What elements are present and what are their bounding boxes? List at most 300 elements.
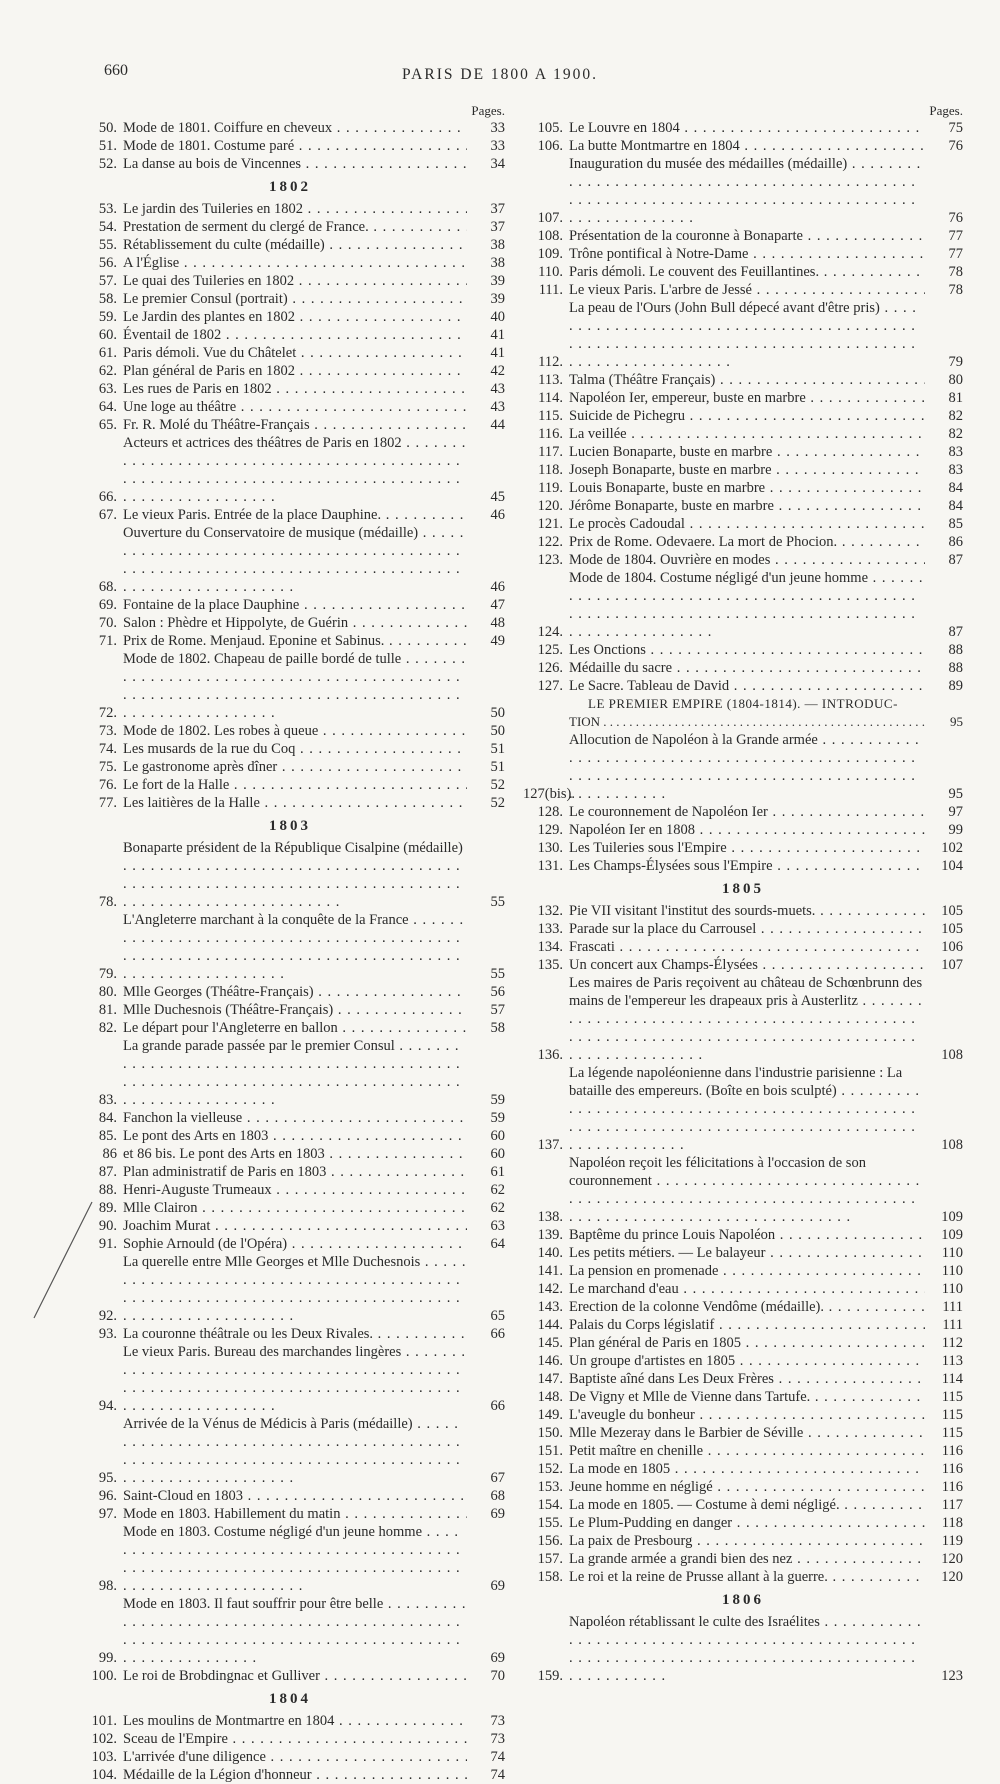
entry-title: Les Onctions . . . bbox=[569, 641, 925, 659]
toc-entry bbox=[75, 1325, 505, 1343]
entry-title: Petit maître en chenille . . . bbox=[569, 1442, 925, 1460]
entry-number: 134. bbox=[537, 939, 563, 955]
toc-entry bbox=[523, 461, 963, 479]
toc-entry bbox=[75, 650, 505, 722]
entry-page: 108 bbox=[941, 1047, 963, 1063]
toc-entry bbox=[523, 731, 963, 803]
entry-title: Mode en 1803. Costume négligé d'un jeune homme . . . bbox=[123, 1523, 467, 1595]
toc-entry bbox=[75, 254, 505, 272]
toc-entry bbox=[523, 245, 963, 263]
entry-page: 50 bbox=[490, 705, 505, 721]
toc-entry bbox=[523, 1532, 963, 1550]
entry-page: 57 bbox=[490, 1002, 505, 1018]
toc-entry bbox=[75, 1487, 505, 1505]
entry-title: Les moulins de Montmartre en 1804 . . . bbox=[123, 1712, 467, 1730]
toc-entry bbox=[75, 326, 505, 344]
entry-page: 52 bbox=[490, 795, 505, 811]
entry-page: 33 bbox=[490, 120, 505, 136]
entry-number: 50. bbox=[98, 120, 117, 136]
toc-entry bbox=[75, 1127, 505, 1145]
entry-page: 62 bbox=[490, 1182, 505, 1198]
entry-title: La peau de l'Ours (John Bull dépecé avant d'être pris) . . . bbox=[569, 299, 925, 371]
entry-title: Arrivée de la Vénus de Médicis à Paris (médaille) . . . bbox=[123, 1415, 467, 1487]
entry-title: Ouverture du Conservatoire de musique (médaille) . . . bbox=[123, 524, 467, 596]
toc-entry bbox=[523, 227, 963, 245]
entry-number: 76. bbox=[98, 777, 117, 793]
entry-title: Éventail de 1802 . . . bbox=[123, 326, 467, 344]
entry-number: 67. bbox=[98, 507, 117, 523]
toc-entry bbox=[523, 1280, 963, 1298]
entry-title: Frascati . . . bbox=[569, 938, 925, 956]
entry-number: 79. bbox=[98, 966, 117, 982]
toc-entry bbox=[75, 1199, 505, 1217]
page-number: 660 bbox=[104, 62, 128, 79]
entry-page: 106 bbox=[941, 939, 963, 955]
toc-entry bbox=[523, 407, 963, 425]
entry-title: Jérôme Bonaparte, buste en marbre . . . bbox=[569, 497, 925, 515]
entry-title: Baptiste aîné dans Les Deux Frères . . . bbox=[569, 1370, 925, 1388]
entry-page: 113 bbox=[941, 1353, 963, 1369]
toc-entry bbox=[75, 1145, 505, 1163]
toc-entry bbox=[523, 1460, 963, 1478]
toc-entry bbox=[75, 794, 505, 812]
toc-entry bbox=[75, 416, 505, 434]
entries-block bbox=[523, 902, 963, 1586]
entry-title: La veillée . . . bbox=[569, 425, 925, 443]
entry-number: 66. bbox=[98, 489, 117, 505]
toc-entry bbox=[75, 119, 505, 137]
entry-title: Erection de la colonne Vendôme (médaille). . . . bbox=[569, 1298, 925, 1316]
entry-page: 59 bbox=[490, 1092, 505, 1108]
entry-number: 156. bbox=[537, 1533, 563, 1549]
entry-number: 112. bbox=[538, 354, 563, 370]
toc-entry bbox=[523, 569, 963, 641]
toc-entry bbox=[75, 722, 505, 740]
entry-number: 103. bbox=[91, 1749, 117, 1765]
entry-page: 55 bbox=[490, 966, 505, 982]
running-title: PARIS DE 1800 A 1900. bbox=[401, 66, 599, 83]
toc-entry bbox=[523, 1388, 963, 1406]
entry-page: 74 bbox=[490, 1767, 505, 1783]
entry-title: Le vieux Paris. Entrée de la place Dauphine. . . . bbox=[123, 506, 467, 524]
entry-number: 65. bbox=[98, 417, 117, 433]
entry-page: 95 bbox=[950, 714, 963, 729]
toc-entry bbox=[75, 155, 505, 173]
entry-page: 118 bbox=[941, 1515, 963, 1531]
entry-number: 147. bbox=[537, 1371, 563, 1387]
toc-entry bbox=[523, 1064, 963, 1154]
entry-number: 58. bbox=[98, 291, 117, 307]
toc-entry bbox=[523, 659, 963, 677]
toc-entry bbox=[523, 956, 963, 974]
entry-number: 138. bbox=[537, 1209, 563, 1225]
toc-entry bbox=[523, 1514, 963, 1532]
entry-page: 89 bbox=[948, 678, 963, 694]
entry-number: 133. bbox=[537, 921, 563, 937]
toc-entry bbox=[75, 1766, 505, 1784]
entry-title: Les petits métiers. — Le balayeur . . . bbox=[569, 1244, 925, 1262]
entry-title: A l'Église . . . bbox=[123, 254, 467, 272]
entry-title: Le Plum-Pudding en danger . . . bbox=[569, 1514, 925, 1532]
entry-title: L'aveugle du bonheur . . . bbox=[569, 1406, 925, 1424]
entry-page: 49 bbox=[490, 633, 505, 649]
entry-title: Fontaine de la place Dauphine . . . bbox=[123, 596, 467, 614]
entry-number: 126. bbox=[537, 660, 563, 676]
entry-page: 69 bbox=[490, 1650, 505, 1666]
entry-title: Les musards de la rue du Coq . . . bbox=[123, 740, 467, 758]
entry-title: Plan général de Paris en 1805 . . . bbox=[569, 1334, 925, 1352]
toc-entry bbox=[523, 155, 963, 227]
entry-number: 127(bis). bbox=[523, 786, 575, 802]
toc-entry bbox=[75, 1523, 505, 1595]
entry-page: 46 bbox=[490, 579, 505, 595]
entry-title: Prestation de serment du clergé de France. . . . bbox=[123, 218, 467, 236]
toc-entry bbox=[523, 1424, 963, 1442]
entry-page: 69 bbox=[490, 1578, 505, 1594]
entry-number: 55. bbox=[98, 237, 117, 253]
entry-number: 54. bbox=[98, 219, 117, 235]
toc-entry bbox=[523, 1334, 963, 1352]
entry-number: 93. bbox=[98, 1326, 117, 1342]
entry-page: 51 bbox=[490, 759, 505, 775]
toc-entry bbox=[75, 524, 505, 596]
toc-entry bbox=[75, 983, 505, 1001]
toc-entry bbox=[75, 1343, 505, 1415]
entry-number: 85. bbox=[98, 1128, 117, 1144]
entry-number: 146. bbox=[537, 1353, 563, 1369]
toc-entry bbox=[75, 1109, 505, 1127]
right-column bbox=[523, 103, 963, 1685]
entry-title: Mode de 1801. Coiffure en cheveux . . . bbox=[123, 119, 467, 137]
toc-entry bbox=[523, 1496, 963, 1514]
entry-title: Mode en 1803. Il faut souffrir pour être belle . . . bbox=[123, 1595, 467, 1667]
entry-page: 88 bbox=[948, 642, 963, 658]
entry-page: 76 bbox=[948, 138, 963, 154]
entry-title: Joseph Bonaparte, buste en marbre . . . bbox=[569, 461, 925, 479]
entry-number: 131. bbox=[537, 858, 563, 874]
entry-number: 120. bbox=[537, 498, 563, 514]
entry-number: 155. bbox=[537, 1515, 563, 1531]
toc-entry bbox=[75, 740, 505, 758]
entry-page: 64 bbox=[490, 1236, 505, 1252]
entry-page: 81 bbox=[948, 390, 963, 406]
entry-number: 89. bbox=[98, 1200, 117, 1216]
entry-number: 123. bbox=[537, 552, 563, 568]
toc-entry bbox=[75, 839, 505, 911]
entry-page: 41 bbox=[490, 327, 505, 343]
entry-title: Le vieux Paris. L'arbre de Jessé . . . bbox=[569, 281, 925, 299]
entry-number: 149. bbox=[537, 1407, 563, 1423]
entry-page: 41 bbox=[490, 345, 505, 361]
entry-title: Inauguration du musée des médailles (médaille) . . . bbox=[569, 155, 925, 227]
entry-number: 124. bbox=[537, 624, 563, 640]
entry-title: Les laitières de la Halle . . . bbox=[123, 794, 467, 812]
toc-entry bbox=[75, 1253, 505, 1325]
entry-number: 64. bbox=[98, 399, 117, 415]
toc-entry bbox=[523, 443, 963, 461]
entry-number: 129. bbox=[537, 822, 563, 838]
toc-entry bbox=[75, 137, 505, 155]
toc-entry bbox=[523, 299, 963, 371]
entry-page: 59 bbox=[490, 1110, 505, 1126]
entry-number: 152. bbox=[537, 1461, 563, 1477]
toc-entry bbox=[523, 920, 963, 938]
toc-entry bbox=[75, 1712, 505, 1730]
entry-page: 108 bbox=[941, 1137, 963, 1153]
entry-number: 141. bbox=[537, 1263, 563, 1279]
entry-title: Sceau de l'Empire . . . bbox=[123, 1730, 467, 1748]
toc-entry bbox=[523, 263, 963, 281]
entry-page: 73 bbox=[490, 1713, 505, 1729]
entry-page: 115 bbox=[941, 1389, 963, 1405]
entry-page: 61 bbox=[490, 1164, 505, 1180]
entry-number: 151. bbox=[537, 1443, 563, 1459]
toc-entry bbox=[75, 380, 505, 398]
entry-number: 122. bbox=[537, 534, 563, 550]
entry-number: 150. bbox=[537, 1425, 563, 1441]
entry-title: La grande parade passée par le premier Consul . . . bbox=[123, 1037, 467, 1109]
entry-page: 115 bbox=[941, 1407, 963, 1423]
entry-title: Mode de 1802. Chapeau de paille bordé de tulle . . . bbox=[123, 650, 467, 722]
entry-page: 43 bbox=[490, 381, 505, 397]
toc-entry bbox=[75, 911, 505, 983]
entry-number: 118. bbox=[538, 462, 563, 478]
toc-entry bbox=[523, 497, 963, 515]
entry-page: 75 bbox=[948, 120, 963, 136]
entry-page: 104 bbox=[941, 858, 963, 874]
entry-number: 68. bbox=[98, 579, 117, 595]
toc-entry bbox=[523, 1442, 963, 1460]
toc-entry bbox=[523, 641, 963, 659]
entry-page: 82 bbox=[948, 408, 963, 424]
entry-number: 52. bbox=[98, 156, 117, 172]
entry-title: Le pont des Arts en 1803 . . . bbox=[123, 1127, 467, 1145]
entry-number: 102. bbox=[91, 1731, 117, 1747]
entry-title: Napoléon rétablissant le culte des Israélites . . . bbox=[569, 1613, 925, 1685]
entry-title: Bonaparte président de la République Cisalpine (médaille) . . . bbox=[123, 839, 467, 911]
entry-page: 70 bbox=[490, 1668, 505, 1684]
entry-page: 44 bbox=[490, 417, 505, 433]
entry-page: 60 bbox=[490, 1146, 505, 1162]
entry-page: 120 bbox=[941, 1569, 963, 1585]
pages-label: Pages. bbox=[929, 103, 963, 118]
entry-number: 95. bbox=[98, 1470, 117, 1486]
entry-title: L'arrivée d'une diligence . . . bbox=[123, 1748, 467, 1766]
entry-title: Le jardin des Tuileries en 1802 . . . bbox=[123, 200, 467, 218]
entry-number: 78. bbox=[98, 894, 117, 910]
entry-number: 51. bbox=[98, 138, 117, 154]
entry-title: Le procès Cadoudal . . . bbox=[569, 515, 925, 533]
entry-page: 77 bbox=[948, 228, 963, 244]
entry-title: La couronne théâtrale ou les Deux Rivales. . . . bbox=[123, 1325, 467, 1343]
toc-entry bbox=[75, 758, 505, 776]
entry-number: 60. bbox=[98, 327, 117, 343]
entry-title: Napoléon Ier en 1808 . . . bbox=[569, 821, 925, 839]
entry-page: 119 bbox=[941, 1533, 963, 1549]
entry-number: 140. bbox=[537, 1245, 563, 1261]
entry-number: 116. bbox=[538, 426, 563, 442]
year-heading: 1802 bbox=[269, 179, 311, 195]
entry-title: Le premier Consul (portrait) . . . bbox=[123, 290, 467, 308]
entry-number: 135. bbox=[537, 957, 563, 973]
entry-page: 109 bbox=[941, 1227, 963, 1243]
entry-page: 38 bbox=[490, 255, 505, 271]
toc-entry bbox=[75, 632, 505, 650]
entry-number: 80. bbox=[98, 984, 117, 1000]
entry-number: 97. bbox=[98, 1506, 117, 1522]
section-heading: LE PREMIER EMPIRE (1804-1814). — INTRODUC- bbox=[588, 696, 898, 711]
entry-page: 58 bbox=[490, 1020, 505, 1036]
toc-entry bbox=[75, 614, 505, 632]
year-heading: 1805 bbox=[722, 881, 764, 897]
entry-page: 42 bbox=[490, 363, 505, 379]
entry-number: 119. bbox=[538, 480, 563, 496]
entry-page: 86 bbox=[948, 534, 963, 550]
toc-entry bbox=[523, 677, 963, 695]
entry-title: Le vieux Paris. Bureau des marchandes lingères . . . bbox=[123, 1343, 467, 1415]
toc-entry bbox=[523, 1154, 963, 1226]
entry-number: 86 bbox=[102, 1146, 117, 1162]
entry-page: 60 bbox=[490, 1128, 505, 1144]
entry-title: Fanchon la vielleuse . . . bbox=[123, 1109, 467, 1127]
entry-page: 69 bbox=[490, 1506, 505, 1522]
entry-title: La pension en promenade . . . bbox=[569, 1262, 925, 1280]
entry-page: 66 bbox=[490, 1398, 505, 1414]
toc-entry bbox=[75, 1037, 505, 1109]
entry-page: 83 bbox=[948, 444, 963, 460]
entry-number: 87. bbox=[98, 1164, 117, 1180]
entry-title: Mlle Georges (Théâtre-Français) . . . bbox=[123, 983, 467, 1001]
entry-number: 94. bbox=[98, 1398, 117, 1414]
entry-title: Saint-Cloud en 1803 . . . bbox=[123, 1487, 467, 1505]
section-heading-continuation bbox=[523, 713, 963, 731]
entry-title: Sophie Arnould (de l'Opéra) . . . bbox=[123, 1235, 467, 1253]
entry-title: Lucien Bonaparte, buste en marbre . . . bbox=[569, 443, 925, 461]
toc-entry bbox=[75, 434, 505, 506]
entry-page: 84 bbox=[948, 480, 963, 496]
entry-title: Joachim Murat . . . bbox=[123, 1217, 467, 1235]
toc-entry bbox=[75, 398, 505, 416]
entry-number: 145. bbox=[537, 1335, 563, 1351]
toc-entry bbox=[75, 290, 505, 308]
entry-title: Talma (Théâtre Français) . . . bbox=[569, 371, 925, 389]
toc-entry bbox=[523, 1478, 963, 1496]
entry-page: 83 bbox=[948, 462, 963, 478]
entry-page: 116 bbox=[941, 1479, 963, 1495]
entry-number: 53. bbox=[98, 201, 117, 217]
toc-entry bbox=[75, 596, 505, 614]
entry-title: La grande armée a grandi bien des nez . . . bbox=[569, 1550, 925, 1568]
toc-entry bbox=[75, 362, 505, 380]
toc-entry bbox=[523, 281, 963, 299]
toc-entry bbox=[523, 551, 963, 569]
entry-page: 33 bbox=[490, 138, 505, 154]
entry-number: 82. bbox=[98, 1020, 117, 1036]
entry-number: 88. bbox=[98, 1182, 117, 1198]
year-heading: 1803 bbox=[269, 818, 311, 834]
pages-label: Pages. bbox=[471, 103, 505, 118]
entry-number: 91. bbox=[98, 1236, 117, 1252]
entry-number: 69. bbox=[98, 597, 117, 613]
entry-page: 99 bbox=[948, 822, 963, 838]
entry-page: 110 bbox=[941, 1263, 963, 1279]
entry-title: Mode de 1802. Les robes à queue . . . bbox=[123, 722, 467, 740]
toc-entry bbox=[523, 803, 963, 821]
entry-title: La légende napoléonienne dans l'industrie parisienne : La bataille des empereurs. (Boîte en bois sculpté) . . . bbox=[569, 1064, 925, 1154]
toc-entry bbox=[75, 506, 505, 524]
entry-title: Le roi de Brobdingnac et Gulliver . . . bbox=[123, 1667, 467, 1685]
entry-number: 70. bbox=[98, 615, 117, 631]
entry-title: Prix de Rome. Menjaud. Eponine et Sabinus. . . . bbox=[123, 632, 467, 650]
toc-entry bbox=[523, 821, 963, 839]
toc-entry bbox=[523, 1244, 963, 1262]
entry-number: 115. bbox=[538, 408, 563, 424]
entry-number: 77. bbox=[98, 795, 117, 811]
entry-title: Le marchand d'eau . . . bbox=[569, 1280, 925, 1298]
entry-number: 113. bbox=[538, 372, 563, 388]
entry-page: 55 bbox=[490, 894, 505, 910]
entry-title: Mlle Mezeray dans le Barbier de Séville . . . bbox=[569, 1424, 925, 1442]
entry-title: Le Louvre en 1804 . . . bbox=[569, 119, 925, 137]
entry-title: La paix de Presbourg . . . bbox=[569, 1532, 925, 1550]
entry-title: Le gastronome après dîner . . . bbox=[123, 758, 467, 776]
entry-page: 63 bbox=[490, 1218, 505, 1234]
entry-number: 107. bbox=[537, 210, 563, 226]
section-heading-tail: TION . . . bbox=[569, 713, 925, 731]
entry-title: Le départ pour l'Angleterre en ballon . . . bbox=[123, 1019, 467, 1037]
toc-entry bbox=[75, 236, 505, 254]
entry-title: Mlle Clairon . . . bbox=[123, 1199, 467, 1217]
entry-title: Plan général de Paris en 1802 . . . bbox=[123, 362, 467, 380]
entry-page: 48 bbox=[490, 615, 505, 631]
entry-page: 97 bbox=[948, 804, 963, 820]
entry-page: 111 bbox=[942, 1317, 963, 1333]
toc-entry bbox=[75, 776, 505, 794]
entry-title: Fr. R. Molé du Théâtre-Français . . . bbox=[123, 416, 467, 434]
entry-number: 109. bbox=[537, 246, 563, 262]
toc-entry bbox=[523, 1550, 963, 1568]
entry-number: 61. bbox=[98, 345, 117, 361]
toc-entry bbox=[75, 1748, 505, 1766]
entry-number: 104. bbox=[91, 1767, 117, 1783]
entry-number: 100. bbox=[91, 1668, 117, 1684]
entry-number: 74. bbox=[98, 741, 117, 757]
entry-page: 87 bbox=[948, 624, 963, 640]
entry-page: 105 bbox=[941, 921, 963, 937]
toc-entry bbox=[523, 1316, 963, 1334]
entry-number: 114. bbox=[538, 390, 563, 406]
entry-page: 65 bbox=[490, 1308, 505, 1324]
entry-page: 62 bbox=[490, 1200, 505, 1216]
toc-entry bbox=[523, 1352, 963, 1370]
entry-number: 157. bbox=[537, 1551, 563, 1567]
toc-entry bbox=[75, 1001, 505, 1019]
entry-title: Palais du Corps législatif . . . bbox=[569, 1316, 925, 1334]
entry-page: 123 bbox=[941, 1668, 963, 1684]
toc-entry bbox=[523, 119, 963, 137]
entry-page: 116 bbox=[941, 1443, 963, 1459]
entry-title: Le quai des Tuileries en 1802 . . . bbox=[123, 272, 467, 290]
entry-page: 46 bbox=[490, 507, 505, 523]
entry-title: Plan administratif de Paris en 1803 . . . bbox=[123, 1163, 467, 1181]
entry-number: 57. bbox=[98, 273, 117, 289]
left-column bbox=[75, 103, 505, 1784]
entry-page: 109 bbox=[941, 1209, 963, 1225]
entry-title: De Vigny et Mlle de Vienne dans Tartufe. . . . bbox=[569, 1388, 925, 1406]
entry-title: Prix de Rome. Odevaere. La mort de Phocion. . . . bbox=[569, 533, 925, 551]
entry-title: Parade sur la place du Carrousel . . . bbox=[569, 920, 925, 938]
entry-title: Mode en 1803. Habillement du matin . . . bbox=[123, 1505, 467, 1523]
